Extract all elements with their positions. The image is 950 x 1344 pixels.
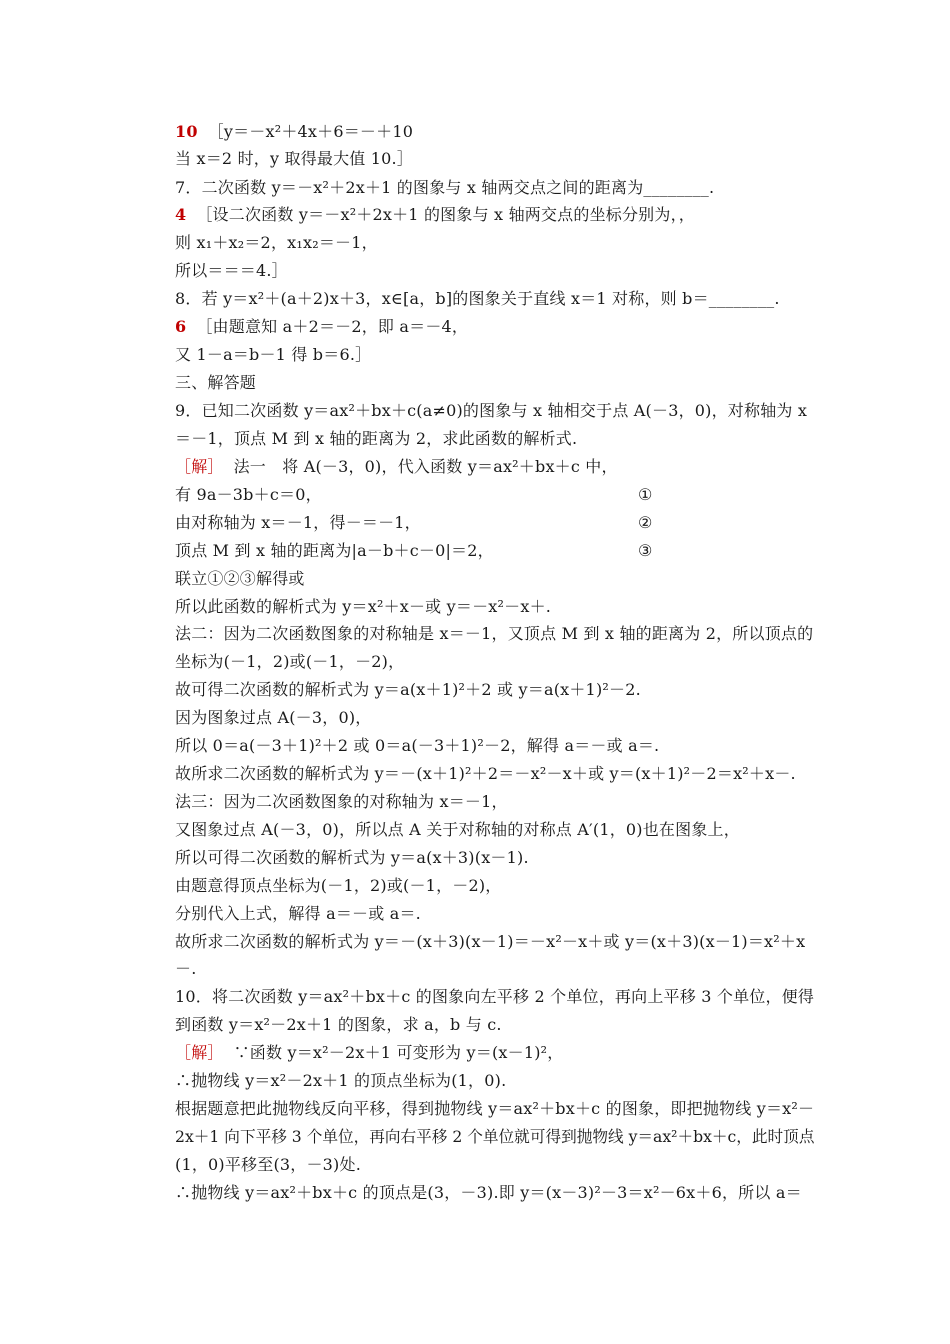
text-line (175, 931, 805, 953)
text-line (175, 903, 421, 925)
solution-text: ∵函数 y＝x²－2x＋1 可变形为 y＝(x－1)²， (233, 1043, 564, 1062)
answer-line (175, 121, 413, 143)
answer-number: 4 (175, 205, 187, 224)
text-line (175, 148, 413, 170)
line-text: 因为图象过点 A(－3，0)， (175, 708, 372, 727)
line-text: 故可得二次函数的解析式为 y＝a(x＋1)²＋2 或 y＝a(x＋1)²－2. (175, 680, 641, 699)
text-line (175, 875, 502, 897)
line-text: 故所求二次函数的解析式为 y＝－(x＋3)(x－1)＝－x²－x＋或 y＝(x＋3)(x－1)＝x²＋x (175, 932, 806, 951)
equation-line (175, 484, 322, 506)
line-text: －. (175, 959, 197, 978)
equation-number: ② (638, 513, 653, 532)
text-line (175, 596, 551, 618)
text-line (175, 763, 796, 785)
section-heading (175, 372, 256, 394)
question-text: 8．若 y＝x²＋(a＋2)x＋3，x∈[a，b]的图象关于直线 x＝1 对称，则 b＝________. (175, 289, 780, 308)
text-line (175, 819, 740, 841)
question-line (175, 177, 714, 199)
answer-text: ［y＝－x²＋4x＋6＝－＋10 (207, 122, 414, 141)
line-text: 根据题意把此抛物线反向平移，得到抛物线 y＝ax²＋bx＋c 的图象，即把抛物线 y＝x²－ (175, 1099, 815, 1118)
text-line (175, 1154, 361, 1176)
solution-line (175, 456, 618, 478)
equation-number: ① (638, 485, 653, 504)
text-line (175, 735, 659, 757)
answer-line (175, 316, 468, 338)
line-text: 当 x＝2 时，y 取得最大值 10.］ (175, 149, 414, 168)
line-text: 所以 0＝a(－3＋1)²＋2 或 0＝a(－3＋1)²－2，解得 a＝－或 a＝. (175, 736, 660, 755)
question-text: 7．二次函数 y＝－x²＋2x＋1 的图象与 x 轴两交点之间的距离为________. (175, 178, 715, 197)
answer-text: ［设二次函数 y＝－x²＋2x＋1 的图象与 x 轴两交点的坐标分别为，， (196, 205, 695, 224)
question-line (175, 400, 807, 422)
question-text: 9．已知二次函数 y＝ax²＋bx＋c(a≠0)的图象与 x 轴相交于点 A(－3，0)，对称轴为 x (175, 401, 808, 420)
text-line (175, 791, 508, 813)
line-text: 所以可得二次函数的解析式为 y＝a(x＋3)(x－1). (175, 848, 529, 867)
question-line (175, 986, 814, 1008)
answer-number: 10 (175, 122, 198, 141)
line-text: (1，0)平移至(3，－3)处. (175, 1155, 361, 1174)
line-text: ∴抛物线 y＝ax²＋bx＋c 的顶点是(3，－3).即 y＝(x－3)²－3＝x²－6x＋6，所以 a＝ (175, 1183, 802, 1202)
section-heading-text: 三、解答题 (175, 373, 257, 392)
text-line (175, 260, 288, 282)
line-text: 法二：因为二次函数图象的对称轴是 x＝－1，又顶点 M 到 x 轴的距离为 2，所以顶点的 (175, 624, 814, 643)
question-text: 到函数 y＝x²－2x＋1 的图象，求 a，b 与 c. (175, 1015, 502, 1034)
line-text: 故所求二次函数的解析式为 y＝－(x＋1)²＋2＝－x²－x＋或 y＝(x＋1)²－2＝x²＋x－. (175, 764, 796, 783)
text-line (175, 1070, 506, 1092)
question-text: 10．将二次函数 y＝ax²＋bx＋c 的图象向左平移 2 个单位，再向上平移 3 个单位，便得 (175, 987, 815, 1006)
equation-text: 顶点 M 到 x 轴的距离为|a－b＋c－0|＝2， (175, 541, 494, 560)
solution-line (175, 1042, 563, 1064)
answer-text: ［由题意知 a＋2＝－2，即 a＝－4， (196, 317, 469, 336)
text-line (175, 1098, 814, 1120)
line-text: ∴抛物线 y＝x²－2x＋1 的顶点坐标为(1，0). (175, 1071, 507, 1090)
solution-tag: ［解］ (175, 1043, 224, 1062)
equation-text: 由对称轴为 x＝－1，得－＝－1， (175, 513, 421, 532)
question-text: ＝－1，顶点 M 到 x 轴的距离为 2，求此函数的解析式. (175, 429, 578, 448)
line-text: 则 x₁＋x₂＝2，x₁x₂＝－1， (175, 233, 378, 252)
line-text: 所以此函数的解析式为 y＝x²＋x－或 y＝－x²－x＋. (175, 597, 552, 616)
line-text: 分别代入上式，解得 a＝－或 a＝. (175, 904, 421, 923)
text-line (175, 847, 529, 869)
line-text: 所以＝＝＝4.］ (175, 261, 288, 280)
text-line (175, 679, 641, 701)
line-text: 由题意得顶点坐标为(－1，2)或(－1，－2)， (175, 876, 502, 895)
question-line (175, 1014, 502, 1036)
text-line (175, 1126, 814, 1148)
solution-tag: ［解］ (175, 457, 224, 476)
answer-line (175, 204, 695, 226)
text-line (175, 651, 404, 673)
line-text: 2x＋1 向下平移 3 个单位，再向右平移 2 个单位就可得到抛物线 y＝ax²＋bx＋c，此时顶点 (175, 1127, 815, 1146)
text-line (175, 232, 378, 254)
text-line (175, 707, 372, 729)
question-line (175, 428, 577, 450)
text-line (175, 623, 813, 645)
text-line (175, 1182, 802, 1204)
question-line (175, 288, 780, 310)
equation-text: 有 9a－3b＋c＝0， (175, 485, 322, 504)
equation-line (175, 540, 494, 562)
line-text: 法三：因为二次函数图象的对称轴为 x＝－1， (175, 792, 508, 811)
answer-number: 6 (175, 317, 187, 336)
equation-line (175, 512, 421, 534)
text-line (175, 568, 305, 590)
line-text: 坐标为(－1，2)或(－1，－2)， (175, 652, 405, 671)
text-line (175, 344, 371, 366)
line-text: 又 1－a＝b－1 得 b＝6.］ (175, 345, 372, 364)
line-text: 联立①②③解得或 (175, 569, 305, 588)
line-text: 又图象过点 A(－3，0)，所以点 A 关于对称轴的对称点 A′(1，0)也在图象上， (175, 820, 740, 839)
text-line (175, 958, 197, 980)
equation-number: ③ (638, 541, 653, 560)
solution-text: 法一 将 A(－3，0)，代入函数 y＝ax²＋bx＋c 中， (233, 457, 618, 476)
